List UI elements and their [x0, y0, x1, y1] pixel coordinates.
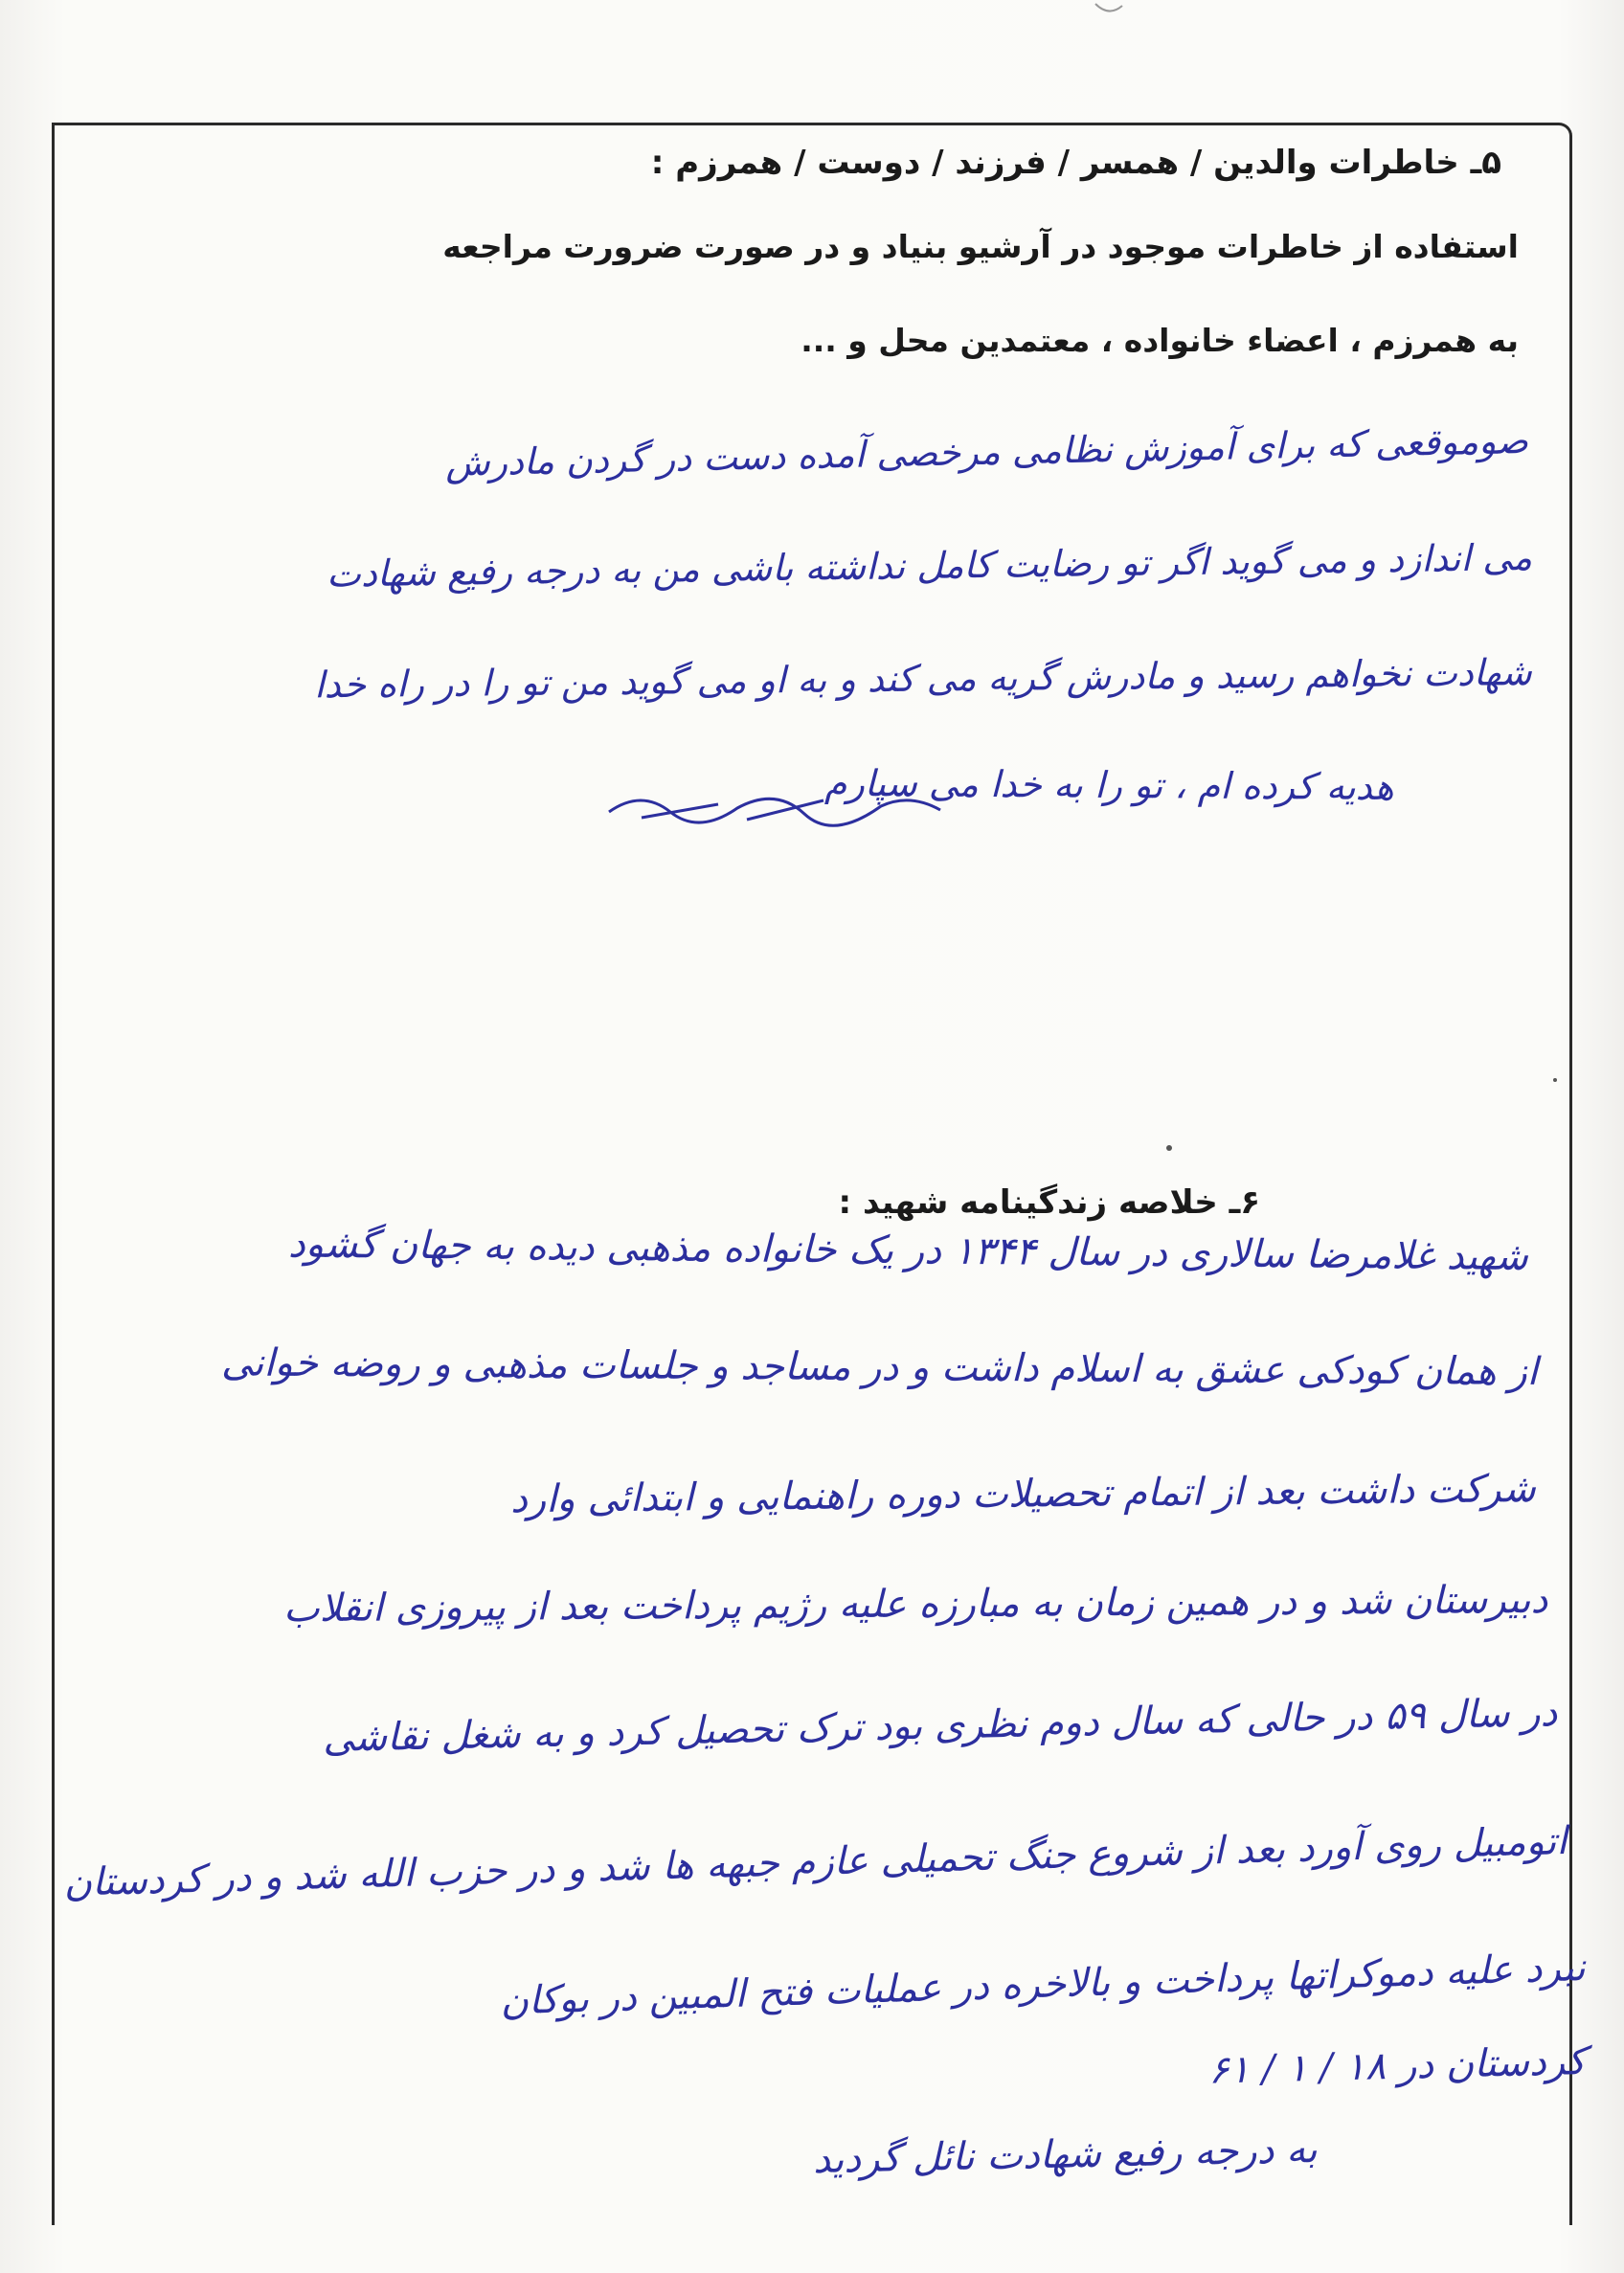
bio-line: دبیرستان شد و در همین زمان به مبارزه علیه رژیم پرداخت بعد از پیروزی انقلاب: [282, 1578, 1548, 1632]
section-5-heading: ۵ـ خاطرات والدین / همسر / فرزند / دوست / همرزم :: [650, 144, 1501, 182]
section-5-instruction-line-1: استفاده از خاطرات موجود در آرشیو بنیاد و در صورت ضرورت مراجعه: [442, 228, 1519, 265]
bio-line: نبرد علیه دموکراتها پرداخت و بالاخره در عملیات فتح المبین در بوکان: [500, 1946, 1587, 2024]
bio-line: شهید غلامرضا سالاری در سال ۱۳۴۴ در یک خانواده مذهبی دیده به جهان گشود: [288, 1222, 1529, 1279]
bio-line: به درجه رفیع شهادت نائل گردید: [812, 2127, 1319, 2183]
bio-line: اتومبیل روی آورد بعد از شروع جنگ تحمیلی عازم جبهه ها شد و در حزب الله شد و در کردستان: [62, 1819, 1568, 1905]
punch-mark: [1092, 0, 1126, 21]
memory-line: می اندازد و می گوید اگر تو رضایت کامل نداشته باشی من به درجه رفیع شهادت: [326, 536, 1533, 596]
memory-line: هدیه کرده ام ، تو را به خدا می سپارم: [824, 761, 1395, 808]
section-5-instruction-line-2: به همرزم ، اعضاء خانواده ، معتمدین محل و ...: [801, 322, 1519, 359]
bio-line: شرکت داشت بعد از اتمام تحصیلات دوره راهنمایی و ابتدائی وارد: [510, 1467, 1537, 1522]
section-6-heading: ۶ـ خلاصه زندگینامه شهید :: [838, 1183, 1260, 1222]
crossed-out-scribble: [603, 783, 948, 831]
bio-line: در سال ۵۹ در حالی که سال دوم نظری بود ترک تحصیل کرد و به شغل نقاشی: [322, 1691, 1558, 1761]
bio-line: کردستان در ۱۸ / ۱ / ۶۱: [1207, 2039, 1587, 2093]
memory-line: شهادت نخواهم رسید و مادرش گریه می کند و به او می گوید من تو را در راه خدا: [314, 651, 1533, 707]
memory-line: صوموقعی که برای آموزش نظامی مرخصی آمده دست در گردن مادرش: [444, 419, 1529, 484]
bio-line: از همان کودکی عشق به اسلام داشت و در مساجد و جلسات مذهبی و روضه خوانی: [221, 1340, 1539, 1394]
